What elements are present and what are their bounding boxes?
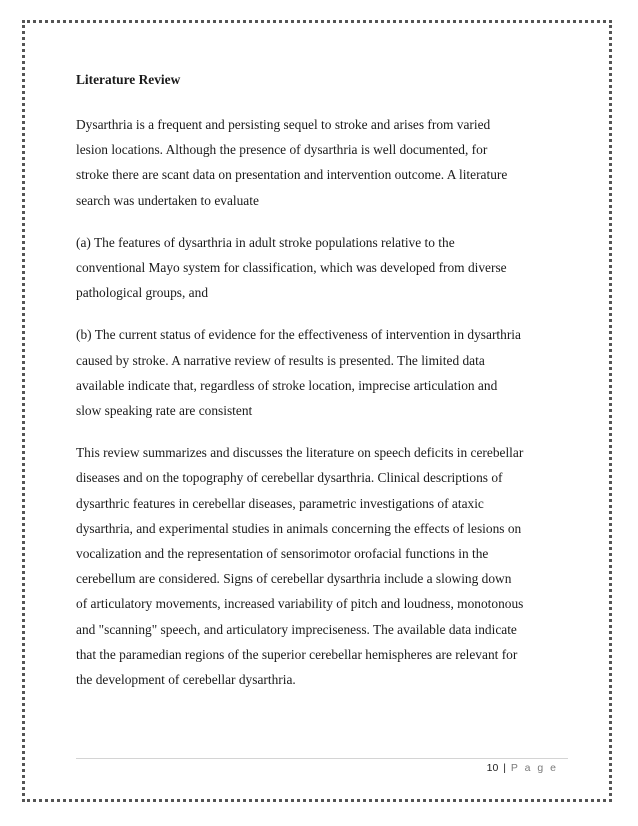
text-line: dysarthria, and experimental studies in animals concerning the effects of lesions on — [76, 520, 522, 536]
paragraph-4 — [76, 440, 572, 692]
text-line: slow speaking rate are consistent — [76, 403, 253, 419]
paragraph-1 — [76, 112, 572, 213]
text-line: Dysarthria is a frequent and persisting sequel to stroke and arises from varied — [76, 117, 491, 132]
page-number: 10 — [486, 762, 499, 774]
document-body — [76, 70, 572, 709]
page-label: P a g e — [510, 762, 558, 774]
text-line: that the paramedian regions of the superior cerebellar hemispheres are relevant for — [76, 646, 518, 662]
paragraph-3 — [76, 322, 572, 423]
text-line: the development of cerebellar dysarthria. — [76, 672, 296, 688]
text-line: conventional Mayo system for classification, which was developed from diverse — [76, 260, 507, 276]
text-line: search was undertaken to evaluate — [76, 192, 259, 208]
footer-rule — [76, 758, 568, 759]
paragraph-2 — [76, 230, 572, 306]
footer-separator: | — [503, 762, 506, 774]
page-footer — [487, 762, 558, 774]
text-line: pathological groups, and — [76, 285, 209, 301]
text-line: (a) The features of dysarthria in adult stroke populations relative to the — [76, 234, 455, 250]
text-line: available indicate that, regardless of stroke location, imprecise articulation and — [76, 377, 498, 393]
text-line: cerebellum are considered. Signs of cerebellar dysarthria include a slowing down — [76, 571, 512, 587]
section-heading: Literature Review — [76, 72, 181, 87]
text-line: stroke there are scant data on presentation and intervention outcome. A literature — [76, 167, 508, 183]
text-line: This review summarizes and discusses the literature on speech deficits in cerebellar — [76, 445, 524, 461]
text-line: and "scanning" speech, and articulatory impreciseness. The available data indicate — [76, 621, 517, 637]
text-line: dysarthric features in cerebellar diseases, parametric investigations of ataxic — [76, 495, 484, 511]
text-line: (b) The current status of evidence for the effectiveness of intervention in dysarthria — [76, 327, 521, 343]
text-line: caused by stroke. A narrative review of results is presented. The limited data — [76, 352, 485, 368]
text-line: vocalization and the representation of sensorimotor orofacial functions in the — [76, 546, 489, 562]
text-line: diseases and on the topography of cerebellar dysarthria. Clinical descriptions of — [76, 470, 503, 486]
text-line: lesion locations. Although the presence of dysarthria is well documented, for — [76, 142, 488, 158]
text-line: of articulatory movements, increased variability of pitch and loudness, monotonous — [76, 596, 524, 612]
